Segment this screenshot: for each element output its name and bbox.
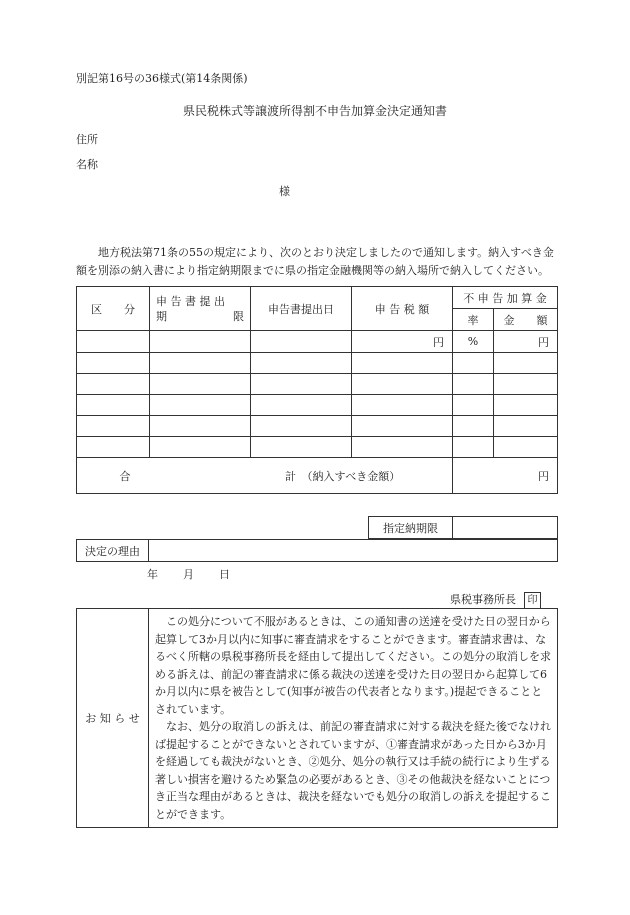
header-submit-date: 申告書提出日: [251, 287, 352, 331]
reason-table: [76, 539, 558, 562]
table-row: [77, 374, 558, 395]
form-number: 別記第16号の36様式(第14条関係): [76, 72, 248, 85]
address-label: 住所: [76, 133, 98, 146]
header-tax-amount: 申 告 税 額: [352, 287, 453, 331]
header-deadline-left: 期: [156, 309, 167, 323]
header-deadline-top: 申 告 書 提 出: [156, 294, 225, 308]
notice-label: お 知 ら せ: [77, 609, 149, 828]
header-category: 区 分: [77, 287, 150, 331]
tax-table: [76, 286, 558, 494]
notice-table: [76, 608, 558, 828]
due-date-table: [368, 516, 558, 539]
honorific: 様: [279, 185, 290, 198]
table-row: [77, 395, 558, 416]
date-month: 月: [183, 568, 194, 581]
header-deadline: [150, 287, 251, 331]
date-day: 日: [219, 568, 230, 581]
notice-body: [149, 609, 558, 828]
unit-yen: 円: [352, 331, 453, 353]
table-row: [77, 437, 558, 458]
header-deadline-right: 限: [233, 309, 244, 323]
unit-percent: %: [453, 331, 494, 353]
unit-yen: 円: [494, 331, 558, 353]
total-row: [77, 458, 558, 494]
intro-paragraph: 地方税法第71条の55の規定により、次のとおり決定しましたので通知します。納入すべき金額を別添の納入書により指定納期限までに県の指定金融機関等の納入場所で納入してください。: [76, 246, 554, 277]
seal-stamp: 印: [524, 592, 541, 609]
total-unit: 円: [453, 458, 558, 494]
total-label: [77, 458, 453, 494]
total-label-left: 合: [119, 469, 131, 483]
header-rate: 率: [453, 309, 494, 331]
header-amount: 金 額: [494, 309, 558, 331]
notice-paragraph-1: この処分について不服があるときは、この通知書の送達を受けた日の翌日から起算して3か月以内に知事に審査請求をすることができます。審査請求書は、なるべく所轄の県税事務所長を経由して提出してください。この処分の取消しを求める訴えは、前記の審査請求に係る裁決の送達を受けた日の翌日から起算して6か月以内に県を被告として(知事が被告の代表者となります。)提起できることとされています。: [155, 615, 551, 716]
issuer: [450, 591, 541, 609]
document-title: 県民税株式等譲渡所得割不申告加算金決定通知書: [182, 104, 447, 118]
total-label-right: 計 （納入すべき金額）: [285, 469, 401, 483]
reason-field[interactable]: [149, 540, 558, 562]
header-penalty: 不 申 告 加 算 金: [453, 287, 558, 309]
notice-paragraph-2: なお、処分の取消しの訴えは、前記の審査請求に対する裁決を経た後でなければ提起することができないとされていますが、①審査請求があった日から3か月を経過しても裁決がないとき、②処分、処分の執行又は手続の続行により生ずる著しい損害を避けるため緊急の必要があるとき、③その他裁決を経ないことにつき正当な理由があるときは、裁決を経ないでも処分の取消しの訴えを提起することができます。: [155, 720, 551, 821]
table-row: [77, 416, 558, 437]
table-row: [77, 331, 558, 353]
date-year: 年: [147, 568, 158, 581]
reason-label: 決定の理由: [77, 540, 149, 562]
name-label: 名称: [76, 158, 98, 171]
issuer-label: 県税事務所長: [450, 593, 516, 606]
due-date-field[interactable]: [453, 517, 558, 539]
due-date-label: 指定納期限: [369, 517, 453, 539]
table-row: [77, 353, 558, 374]
